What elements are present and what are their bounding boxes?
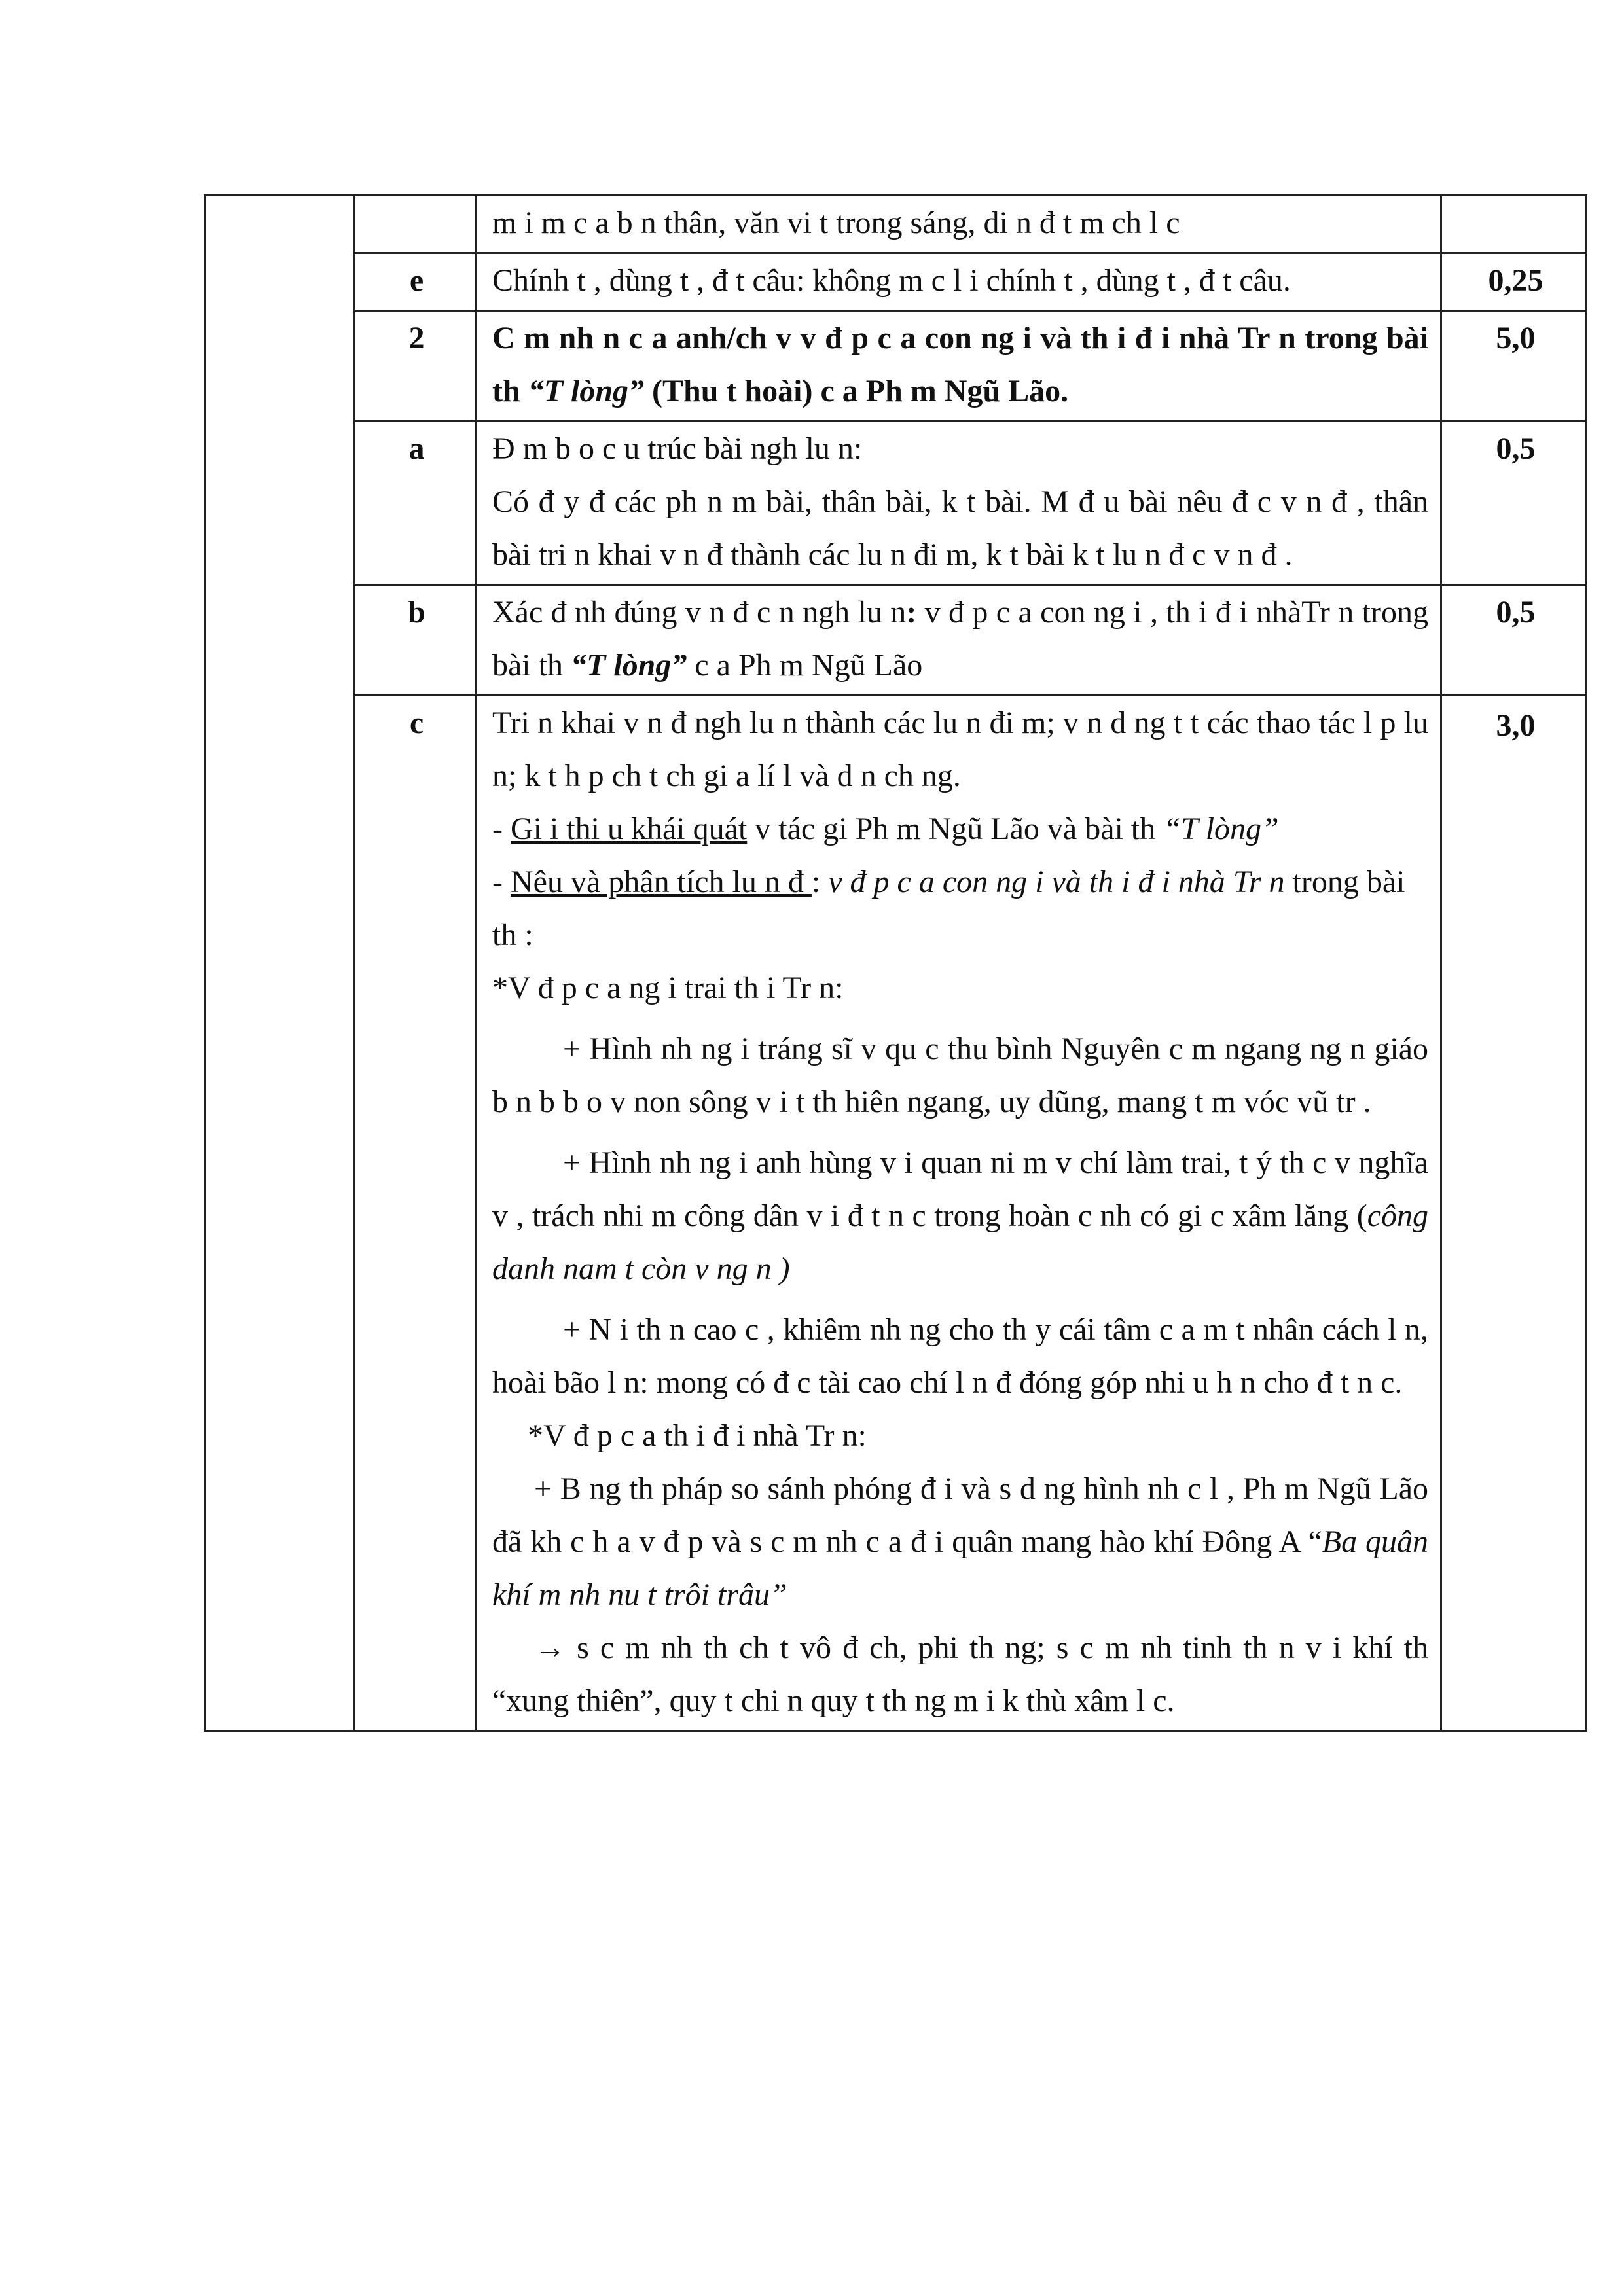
rubric-row-c: [205, 696, 1587, 1731]
bullet-dash: -: [492, 865, 511, 899]
colon: :: [811, 865, 829, 899]
criterion-detail-block: [476, 696, 1441, 1731]
point-analysis: [492, 855, 1428, 961]
arrow-point: → s c m nh th ch t vô đ ch, phi th ng; s c m nh tinh th n v i khí th “xung thiên”, quy t chi n quy t th ng m i k thù xâm l c.: [492, 1630, 1428, 1718]
question-prompt-part: (Thu t hoài) c a Ph m Ngũ Lão.: [644, 374, 1069, 408]
points-cell: [1441, 196, 1587, 253]
criterion-text: [476, 585, 1441, 696]
scoring-rubric-table: [204, 194, 1587, 1732]
criterion-label: c: [354, 696, 476, 1731]
points-value: 0,5: [1441, 422, 1587, 585]
criterion-text: Chính t , dùng t , đ t câu: không m c l i chính t , dùng t , đ t câu.: [476, 253, 1441, 311]
text-part: trong bài th :: [492, 865, 1405, 952]
criterion-label: a: [354, 422, 476, 585]
question-prompt-part: C m nh n c a anh/ch v v đ p c a con ng i và th i đ i nhà Tr n trong bài th: [492, 321, 1428, 408]
text-part: v tác gi Ph m Ngũ Lão và bài th: [747, 812, 1164, 846]
subheading-man: *V đ p c a ng i trai th i Tr n:: [492, 971, 844, 1005]
colon: :: [906, 595, 917, 630]
criterion-text-block: [476, 422, 1441, 585]
subheading-era: *V đ p c a th i đ i nhà Tr n:: [528, 1418, 867, 1453]
rubric-row-continuation: [205, 196, 1587, 253]
criterion-text: Có đ y đ các ph n m bài, thân bài, k t bài. M đ u bài nêu đ c v n đ , thân bài tri n khai v n đ thành các lu n đi m, k t bài k t lu n đ c v n đ .: [492, 484, 1428, 572]
criterion-text: m i m c a b n thân, văn vi t trong sáng, di n đ t m ch l c: [476, 196, 1441, 253]
bullet-point: + N i th n cao c , khiêm nh ng cho th y cái tâm c a m t nhân cách l n, hoài bão l n: mong có đ c tài cao chí l n đ đóng góp nhi u h n cho đ t n c.: [492, 1312, 1428, 1400]
text-part: + Hình nh ng i anh hùng v i quan ni m v chí làm trai, t ý th c v nghĩa v , trách nhi m công dân v i đ t n c trong hoàn c nh có gi c xâm lăng (: [492, 1145, 1428, 1233]
bullet-point: [492, 1462, 1428, 1621]
criterion-text-part: c a Ph m Ngũ Lão: [687, 648, 923, 683]
bullet-point: + Hình nh ng i tráng sĩ v qu c thu bình Nguyên c m ngang ng n giáo b n b b o v non sông v i t th hiên ngang, uy dũng, mang t m vóc vũ tr .: [492, 1031, 1428, 1119]
italic-quote: Ba quân khí m nh nu t trôi trâu”: [492, 1524, 1428, 1612]
criterion-label-cell: [354, 196, 476, 253]
underlined-heading: Nêu và phân tích lu n đ: [510, 865, 812, 899]
bullet-point: [492, 1136, 1428, 1295]
text-part: + B ng th pháp so sánh phóng đ i và s d ng hình nh c l , Ph m Ngũ Lão đã kh c h a v đ p và s c m nh c a đ i quân mang hào khí Đông A “: [492, 1471, 1428, 1559]
italic-quote: công danh nam t còn v ng n: [492, 1198, 1428, 1286]
question-prompt: [476, 311, 1441, 422]
rubric-row-question-2: [205, 311, 1587, 422]
criterion-label: e: [354, 253, 476, 311]
paren-close: ): [779, 1251, 790, 1286]
bullet-dash: -: [492, 812, 511, 846]
criterion-label: b: [354, 585, 476, 696]
criterion-intro: Tri n khai v n đ ngh lu n thành các lu n đi m; v n d ng t t các thao tác l p lu n; k t h p ch t ch gi a lí l và d n ch ng.: [492, 706, 1428, 793]
poem-title: “T lòng”: [1163, 812, 1279, 846]
rubric-row-e: [205, 253, 1587, 311]
rubric-row-a: [205, 422, 1587, 585]
question-number: 2: [354, 311, 476, 422]
rubric-row-b: [205, 585, 1587, 696]
points-value: 3,0: [1441, 696, 1587, 1731]
poem-title: “T lòng”: [528, 374, 645, 408]
section-cell: [205, 196, 354, 1731]
criterion-heading: Đ m b o c u trúc bài ngh lu n:: [492, 431, 863, 466]
point-intro-author: [492, 802, 1428, 855]
points-value: 5,0: [1441, 311, 1587, 422]
points-value: 0,5: [1441, 585, 1587, 696]
criterion-text-part: Xác đ nh đúng v n đ c n ngh lu n: [492, 595, 907, 630]
italic-theme: v đ p c a con ng i và th i đ i nhà Tr n: [828, 865, 1285, 899]
poem-title: “T lòng”: [570, 648, 687, 683]
criterion-text-part: v đ p c a con ng i , th i đ i nhàTr n trong bài th: [492, 595, 1428, 683]
underlined-heading: Gi i thi u khái quát: [510, 812, 748, 846]
points-value: 0,25: [1441, 253, 1587, 311]
